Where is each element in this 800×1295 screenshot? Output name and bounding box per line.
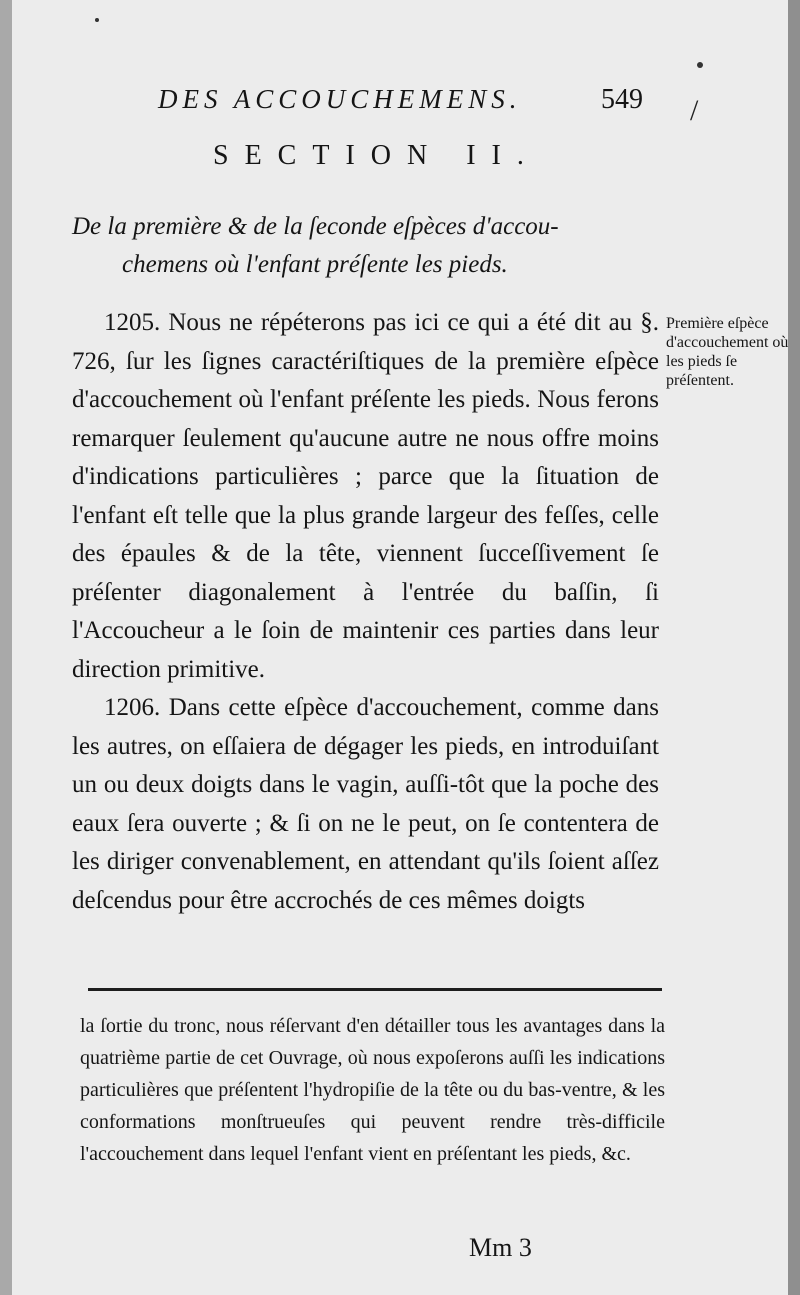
margin-mark: / (690, 94, 699, 127)
page-right-edge (788, 0, 800, 1295)
section-subtitle-line-1: De la première & de la ſeconde eſpèces d'accou- (72, 213, 559, 240)
body-text (72, 304, 659, 920)
section-subtitle (72, 208, 667, 284)
section-subtitle-line-2: chemens où l'enfant préſente les pieds. (122, 251, 508, 278)
ink-speck (697, 62, 703, 68)
signature-mark: Mm 3 (469, 1233, 532, 1262)
ink-speck (95, 18, 99, 22)
page-number: 549 (601, 84, 643, 115)
marginal-note: Première eſpèce d'accouchement où les pieds ſe préſentent. (666, 315, 789, 389)
section-heading: SECTION II. (213, 140, 540, 171)
running-head: DES ACCOUCHEMENS. (158, 84, 522, 114)
footnote: la ſortie du tronc, nous réſervant d'en détailler tous les avantages dans la quatrième partie de cet Ouvrage, où nous expoſerons auſſi les indications particulières que préſentent l'hydropiſie de la tête ou du bas-ventre, & les conformations monſtrueuſes qui peuvent rendre très-difficile l'accouchement dans lequel l'enfant vient en préſentant les pieds, &c. (80, 1015, 665, 1165)
paragraph-1205: 1205. Nous ne répéterons pas ici ce qui a été dit au §. 726, ſur les ſignes caractériſtiques de la première eſpèce d'accouchement où l'enfant préſente les pieds. Nous ferons remarquer ſeulement qu'aucune autre ne nous offre moins d'indications particulières ; parce que la ſituation de l'enfant eſt telle que la plus grande largeur des feſſes, celle des épaules & de la tête, viennent ſucceſſivement ſe préſenter diagonalement à l'entrée du baſſin, ſi l'Accoucheur a le ſoin de maintenir ces parties dans leur direction primitive. (72, 309, 659, 683)
paragraph-1206: 1206. Dans cette eſpèce d'accouchement, comme dans les autres, on eſſaiera de dégager les pieds, en introduiſant un ou deux doigts dans le vagin, auſſi-tôt que la poche des eaux ſera ouverte ; & ſi on ne le peut, on ſe contentera de les diriger convenablement, en attendant qu'ils ſoient aſſez deſcendus pour être accrochés de ces mêmes doigts (72, 694, 659, 914)
footnote-rule (88, 988, 662, 991)
